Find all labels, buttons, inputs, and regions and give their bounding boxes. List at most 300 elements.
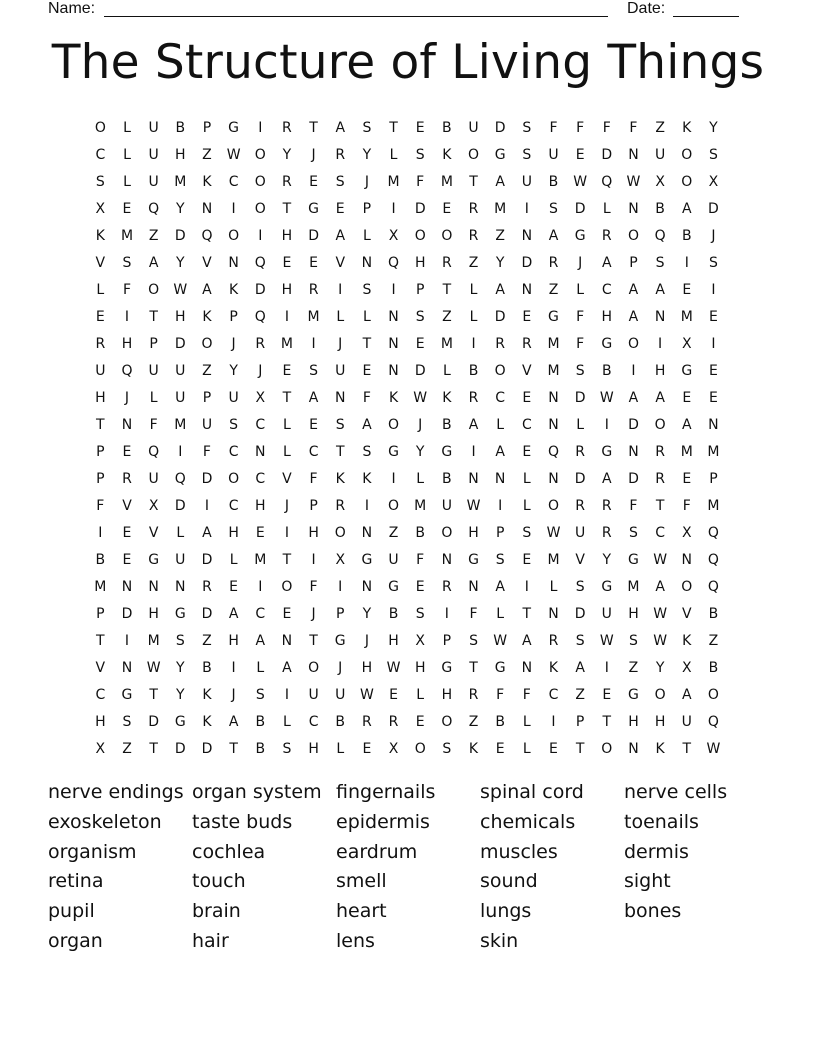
grid-letter[interactable]: Y <box>176 659 185 676</box>
grid-letter[interactable]: E <box>335 200 345 217</box>
grid-letter[interactable]: T <box>335 443 345 460</box>
grid-letter[interactable]: X <box>415 632 425 649</box>
grid-letter[interactable]: R <box>308 281 319 298</box>
grid-letter[interactable]: P <box>229 308 238 325</box>
grid-letter[interactable]: L <box>522 740 531 757</box>
grid-letter[interactable]: F <box>682 497 691 514</box>
grid-letter[interactable]: C <box>308 443 319 460</box>
grid-letter[interactable]: X <box>95 200 106 217</box>
grid-letter[interactable]: G <box>148 551 160 568</box>
grid-letter[interactable]: N <box>628 443 639 460</box>
grid-letter[interactable]: D <box>628 470 639 487</box>
grid-letter[interactable]: E <box>682 470 692 487</box>
grid-letter[interactable]: I <box>284 308 289 325</box>
grid-letter[interactable]: U <box>308 686 319 703</box>
grid-letter[interactable]: V <box>95 659 106 676</box>
grid-letter[interactable]: K <box>202 686 212 703</box>
grid-letter[interactable]: G <box>601 335 613 352</box>
grid-letter[interactable]: W <box>386 659 401 676</box>
grid-letter[interactable]: G <box>494 659 506 676</box>
grid-letter[interactable]: D <box>201 470 213 487</box>
grid-letter[interactable]: J <box>124 389 130 406</box>
grid-letter[interactable]: U <box>175 551 186 568</box>
grid-letter[interactable]: G <box>494 146 506 163</box>
grid-letter[interactable]: A <box>495 578 505 595</box>
grid-letter[interactable]: D <box>174 740 186 757</box>
grid-letter[interactable]: Y <box>176 686 185 703</box>
grid-letter[interactable]: N <box>121 416 133 433</box>
grid-letter[interactable]: N <box>628 146 639 163</box>
grid-letter[interactable]: W <box>146 659 161 676</box>
grid-letter[interactable]: E <box>309 254 318 271</box>
grid-letter[interactable]: O <box>334 524 346 541</box>
grid-letter[interactable]: L <box>176 524 185 541</box>
grid-letter[interactable]: N <box>148 578 159 595</box>
grid-letter[interactable]: E <box>522 443 532 460</box>
grid-letter[interactable]: M <box>440 173 453 190</box>
grid-letter[interactable]: E <box>229 578 239 595</box>
grid-letter[interactable]: R <box>441 578 452 595</box>
grid-letter[interactable]: K <box>202 173 212 190</box>
grid-letter[interactable]: T <box>575 740 585 757</box>
grid-letter[interactable]: I <box>711 335 716 352</box>
grid-letter[interactable]: R <box>548 254 559 271</box>
grid-letter[interactable]: L <box>522 497 531 514</box>
grid-letter[interactable]: L <box>149 389 158 406</box>
grid-letter[interactable]: L <box>283 713 291 730</box>
grid-letter[interactable]: L <box>362 227 371 244</box>
grid-letter[interactable]: S <box>442 740 452 757</box>
grid-letter[interactable]: E <box>309 416 318 433</box>
grid-letter[interactable]: K <box>335 470 345 487</box>
grid-letter[interactable]: W <box>653 632 668 649</box>
grid-letter[interactable]: S <box>335 173 345 190</box>
grid-letter[interactable]: T <box>389 119 398 136</box>
grid-letter[interactable]: I <box>284 686 289 703</box>
grid-letter[interactable]: X <box>388 740 399 757</box>
grid-letter[interactable]: C <box>495 389 506 406</box>
grid-letter[interactable]: U <box>148 362 159 379</box>
grid-letter[interactable]: N <box>521 281 533 298</box>
grid-letter[interactable]: H <box>228 632 239 649</box>
grid-letter[interactable]: M <box>627 578 640 595</box>
grid-letter[interactable]: I <box>684 254 689 271</box>
grid-letter[interactable]: R <box>202 578 212 595</box>
grid-letter[interactable]: S <box>362 443 372 460</box>
grid-letter[interactable]: E <box>495 740 505 757</box>
grid-letter[interactable]: N <box>468 470 479 487</box>
grid-letter[interactable]: Q <box>174 470 186 487</box>
grid-letter[interactable]: N <box>521 659 533 676</box>
grid-letter[interactable]: L <box>416 470 425 487</box>
grid-letter[interactable]: W <box>626 173 641 190</box>
grid-letter[interactable]: L <box>469 281 478 298</box>
grid-letter[interactable]: D <box>574 200 586 217</box>
grid-letter[interactable]: A <box>628 308 639 325</box>
grid-letter[interactable]: Y <box>415 443 425 460</box>
grid-letter[interactable]: J <box>578 254 583 271</box>
grid-letter[interactable]: J <box>231 686 236 703</box>
grid-letter[interactable]: B <box>442 416 452 433</box>
grid-letter[interactable]: H <box>281 227 293 244</box>
grid-letter[interactable]: W <box>493 632 508 649</box>
grid-letter[interactable]: E <box>309 173 318 190</box>
grid-letter[interactable]: I <box>471 443 476 460</box>
grid-letter[interactable]: G <box>388 443 399 460</box>
grid-letter[interactable]: O <box>254 200 266 217</box>
grid-letter[interactable]: Z <box>468 254 479 271</box>
grid-letter[interactable]: G <box>228 119 240 136</box>
grid-letter[interactable]: A <box>602 254 612 271</box>
grid-letter[interactable]: S <box>522 146 532 163</box>
grid-letter[interactable]: R <box>468 227 479 244</box>
grid-letter[interactable]: Q <box>201 227 213 244</box>
grid-letter[interactable]: L <box>442 362 451 379</box>
grid-letter[interactable]: S <box>362 119 372 136</box>
grid-letter[interactable]: C <box>255 605 266 622</box>
grid-letter[interactable]: A <box>575 659 585 676</box>
grid-letter[interactable]: U <box>175 362 186 379</box>
grid-letter[interactable]: S <box>335 416 345 433</box>
grid-letter[interactable]: S <box>575 632 585 649</box>
grid-letter[interactable]: L <box>336 308 345 325</box>
grid-letter[interactable]: S <box>415 605 425 622</box>
grid-letter[interactable]: E <box>389 686 398 703</box>
grid-letter[interactable]: A <box>308 389 319 406</box>
grid-letter[interactable]: A <box>495 173 505 190</box>
grid-letter[interactable]: I <box>311 335 316 352</box>
grid-letter[interactable]: B <box>202 659 212 676</box>
grid-letter[interactable]: Y <box>709 119 718 136</box>
grid-letter[interactable]: N <box>388 362 399 379</box>
grid-letter[interactable]: H <box>468 524 479 541</box>
grid-letter[interactable]: G <box>628 686 639 703</box>
grid-letter[interactable]: A <box>335 227 346 244</box>
grid-letter[interactable]: O <box>94 119 106 136</box>
grid-letter[interactable]: F <box>202 443 211 460</box>
grid-letter[interactable]: K <box>468 740 479 757</box>
grid-letter[interactable]: S <box>415 308 425 325</box>
grid-letter[interactable]: G <box>334 632 346 649</box>
grid-letter[interactable]: W <box>546 524 561 541</box>
grid-letter[interactable]: R <box>335 497 346 514</box>
grid-letter[interactable]: D <box>201 605 213 622</box>
grid-letter[interactable]: I <box>498 497 503 514</box>
grid-letter[interactable]: H <box>95 389 106 406</box>
grid-letter[interactable]: W <box>706 740 721 757</box>
grid-letter[interactable]: N <box>361 254 373 271</box>
grid-letter[interactable]: M <box>307 308 320 325</box>
grid-letter[interactable]: U <box>601 605 612 622</box>
grid-letter[interactable]: I <box>204 497 210 514</box>
grid-letter[interactable]: M <box>547 551 560 568</box>
date-field-line[interactable] <box>673 0 739 17</box>
grid-letter[interactable]: N <box>628 740 639 757</box>
grid-letter[interactable]: O <box>441 227 453 244</box>
grid-letter[interactable]: Y <box>602 551 612 568</box>
grid-letter[interactable]: E <box>282 254 292 271</box>
grid-letter[interactable]: T <box>309 119 318 136</box>
grid-letter[interactable]: N <box>388 308 399 325</box>
grid-letter[interactable]: Q <box>547 443 559 460</box>
grid-letter[interactable]: K <box>548 659 559 676</box>
grid-letter[interactable]: Z <box>575 686 585 703</box>
grid-letter[interactable]: I <box>658 335 663 352</box>
grid-letter[interactable]: O <box>547 497 559 514</box>
grid-letter[interactable]: Z <box>202 362 212 379</box>
grid-letter[interactable]: C <box>95 146 106 163</box>
grid-letter[interactable]: C <box>228 173 239 190</box>
grid-letter[interactable]: W <box>173 281 188 298</box>
grid-letter[interactable]: N <box>201 200 213 217</box>
grid-letter[interactable]: O <box>201 335 213 352</box>
grid-letter[interactable]: T <box>469 173 478 190</box>
grid-letter[interactable]: U <box>548 146 559 163</box>
grid-letter[interactable]: I <box>391 200 396 217</box>
grid-letter[interactable]: A <box>282 659 292 676</box>
grid-letter[interactable]: I <box>231 659 236 676</box>
grid-letter[interactable]: A <box>495 281 505 298</box>
grid-letter[interactable]: O <box>441 524 453 541</box>
grid-letter[interactable]: V <box>95 254 106 271</box>
grid-letter[interactable]: E <box>415 578 425 595</box>
grid-letter[interactable]: O <box>494 362 506 379</box>
grid-letter[interactable]: J <box>338 659 343 676</box>
grid-letter[interactable]: E <box>282 362 292 379</box>
grid-letter[interactable]: R <box>495 335 506 352</box>
grid-letter[interactable]: I <box>524 200 529 217</box>
grid-letter[interactable]: W <box>653 605 668 622</box>
grid-letter[interactable]: F <box>309 470 318 487</box>
grid-letter[interactable]: X <box>255 389 266 406</box>
grid-letter[interactable]: T <box>149 686 158 703</box>
grid-letter[interactable]: D <box>201 740 213 757</box>
grid-letter[interactable]: N <box>548 389 559 406</box>
grid-letter[interactable]: F <box>96 497 105 514</box>
grid-letter[interactable]: Q <box>707 524 719 541</box>
grid-letter[interactable]: O <box>308 659 320 676</box>
grid-letter[interactable]: R <box>601 227 612 244</box>
grid-letter[interactable]: K <box>229 281 239 298</box>
grid-letter[interactable]: W <box>413 389 428 406</box>
grid-letter[interactable]: R <box>468 686 479 703</box>
grid-letter[interactable]: E <box>602 686 612 703</box>
grid-letter[interactable]: B <box>335 713 346 730</box>
grid-letter[interactable]: J <box>311 605 316 622</box>
grid-letter[interactable]: A <box>628 281 639 298</box>
grid-letter[interactable]: I <box>284 524 289 541</box>
grid-letter[interactable]: S <box>575 578 585 595</box>
grid-letter[interactable]: D <box>201 551 213 568</box>
grid-letter[interactable]: K <box>442 389 452 406</box>
grid-letter[interactable]: R <box>575 497 585 514</box>
grid-letter[interactable]: P <box>202 119 212 136</box>
grid-letter[interactable]: B <box>388 605 399 622</box>
grid-letter[interactable]: M <box>680 443 693 460</box>
grid-letter[interactable]: T <box>442 281 452 298</box>
grid-letter[interactable]: L <box>336 740 345 757</box>
grid-letter[interactable]: J <box>711 227 716 244</box>
grid-letter[interactable]: K <box>682 632 692 649</box>
grid-letter[interactable]: H <box>308 524 319 541</box>
grid-letter[interactable]: S <box>95 173 105 190</box>
grid-letter[interactable]: G <box>441 443 453 460</box>
grid-letter[interactable]: Z <box>202 146 212 163</box>
grid-letter[interactable]: W <box>599 389 614 406</box>
grid-letter[interactable]: Y <box>229 362 238 379</box>
grid-letter[interactable]: D <box>174 497 186 514</box>
grid-letter[interactable]: I <box>551 713 556 730</box>
grid-letter[interactable]: N <box>441 551 453 568</box>
grid-letter[interactable]: T <box>602 713 612 730</box>
grid-letter[interactable]: W <box>466 497 481 514</box>
grid-letter[interactable]: A <box>628 389 639 406</box>
grid-letter[interactable]: N <box>388 335 399 352</box>
grid-letter[interactable]: I <box>258 578 263 595</box>
grid-letter[interactable]: G <box>601 578 613 595</box>
grid-letter[interactable]: P <box>96 443 105 460</box>
grid-letter[interactable]: Y <box>362 146 372 163</box>
grid-letter[interactable]: E <box>708 389 718 406</box>
grid-letter[interactable]: L <box>602 200 611 217</box>
grid-letter[interactable]: H <box>281 281 293 298</box>
grid-letter[interactable]: A <box>228 713 239 730</box>
grid-letter[interactable]: R <box>362 713 372 730</box>
grid-letter[interactable]: Y <box>176 254 185 271</box>
grid-letter[interactable]: V <box>148 524 159 541</box>
grid-letter[interactable]: B <box>468 362 479 379</box>
grid-letter[interactable]: E <box>549 740 558 757</box>
grid-letter[interactable]: N <box>548 416 559 433</box>
grid-letter[interactable]: A <box>602 470 612 487</box>
grid-letter[interactable]: J <box>231 335 236 352</box>
grid-letter[interactable]: A <box>148 254 159 271</box>
grid-letter[interactable]: E <box>522 308 532 325</box>
grid-letter[interactable]: B <box>442 470 452 487</box>
grid-letter[interactable]: L <box>522 470 531 487</box>
grid-letter[interactable]: V <box>282 470 292 487</box>
grid-letter[interactable]: N <box>548 470 559 487</box>
grid-letter[interactable]: D <box>254 281 266 298</box>
grid-letter[interactable]: B <box>708 659 719 676</box>
grid-letter[interactable]: A <box>202 524 212 541</box>
grid-letter[interactable]: H <box>95 713 106 730</box>
grid-letter[interactable]: J <box>338 335 343 352</box>
grid-letter[interactable]: H <box>308 740 319 757</box>
grid-letter[interactable]: I <box>391 281 396 298</box>
grid-letter[interactable]: S <box>309 362 319 379</box>
grid-letter[interactable]: Q <box>707 551 719 568</box>
grid-letter[interactable]: K <box>682 119 692 136</box>
grid-letter[interactable]: O <box>228 227 240 244</box>
grid-letter[interactable]: N <box>121 578 133 595</box>
grid-letter[interactable]: P <box>442 632 452 649</box>
grid-letter[interactable]: E <box>708 362 718 379</box>
grid-letter[interactable]: E <box>122 443 132 460</box>
grid-letter[interactable]: P <box>709 470 718 487</box>
grid-letter[interactable]: U <box>148 173 159 190</box>
grid-letter[interactable]: A <box>548 227 559 244</box>
grid-letter[interactable]: K <box>442 146 452 163</box>
grid-letter[interactable]: E <box>522 389 532 406</box>
grid-letter[interactable]: J <box>311 146 316 163</box>
grid-letter[interactable]: P <box>96 470 105 487</box>
grid-letter[interactable]: O <box>281 578 293 595</box>
grid-letter[interactable]: E <box>682 389 692 406</box>
grid-letter[interactable]: K <box>362 470 372 487</box>
grid-letter[interactable]: H <box>148 605 159 622</box>
grid-letter[interactable]: L <box>256 659 265 676</box>
grid-letter[interactable]: B <box>415 524 425 541</box>
grid-letter[interactable]: G <box>468 551 479 568</box>
grid-letter[interactable]: W <box>599 632 614 649</box>
grid-letter[interactable]: A <box>522 632 532 649</box>
grid-letter[interactable]: N <box>334 389 346 406</box>
grid-letter[interactable]: F <box>416 551 425 568</box>
grid-letter[interactable]: I <box>311 551 316 568</box>
grid-letter[interactable]: A <box>681 200 692 217</box>
grid-letter[interactable]: V <box>575 551 585 568</box>
grid-letter[interactable]: S <box>255 686 265 703</box>
grid-letter[interactable]: H <box>441 686 453 703</box>
grid-letter[interactable]: E <box>255 524 265 541</box>
grid-letter[interactable]: X <box>335 551 346 568</box>
grid-letter[interactable]: F <box>576 335 585 352</box>
grid-letter[interactable]: W <box>573 173 588 190</box>
grid-letter[interactable]: P <box>415 281 425 298</box>
grid-letter[interactable]: E <box>122 200 132 217</box>
grid-letter[interactable]: Q <box>654 227 666 244</box>
grid-letter[interactable]: S <box>122 254 132 271</box>
grid-letter[interactable]: Z <box>495 227 505 244</box>
grid-letter[interactable]: N <box>521 227 533 244</box>
grid-letter[interactable]: F <box>576 308 585 325</box>
grid-letter[interactable]: S <box>495 551 505 568</box>
grid-letter[interactable]: X <box>681 524 692 541</box>
grid-letter[interactable]: H <box>654 362 666 379</box>
grid-letter[interactable]: R <box>521 335 532 352</box>
name-field-line[interactable] <box>104 0 608 17</box>
grid-letter[interactable]: N <box>548 605 559 622</box>
grid-letter[interactable]: U <box>95 362 106 379</box>
grid-letter[interactable]: R <box>601 524 612 541</box>
grid-letter[interactable]: N <box>121 659 133 676</box>
grid-letter[interactable]: O <box>254 173 266 190</box>
grid-letter[interactable]: Q <box>707 578 719 595</box>
grid-letter[interactable]: U <box>335 686 346 703</box>
grid-letter[interactable]: N <box>361 524 373 541</box>
grid-letter[interactable]: T <box>149 740 158 757</box>
grid-letter[interactable]: E <box>362 740 372 757</box>
grid-letter[interactable]: P <box>149 335 158 352</box>
grid-letter[interactable]: R <box>655 443 665 460</box>
grid-letter[interactable]: R <box>122 470 132 487</box>
grid-letter[interactable]: E <box>442 200 452 217</box>
grid-letter[interactable]: R <box>282 173 292 190</box>
grid-letter[interactable]: I <box>258 119 263 136</box>
grid-letter[interactable]: A <box>655 281 665 298</box>
grid-letter[interactable]: Q <box>148 443 160 460</box>
grid-letter[interactable]: A <box>362 416 372 433</box>
grid-letter[interactable]: G <box>441 659 453 676</box>
grid-letter[interactable]: O <box>627 227 639 244</box>
grid-letter[interactable]: D <box>521 254 533 271</box>
grid-letter[interactable]: Q <box>148 200 160 217</box>
grid-letter[interactable]: L <box>283 443 291 460</box>
grid-letter[interactable]: D <box>628 416 639 433</box>
grid-letter[interactable]: S <box>122 713 132 730</box>
grid-letter[interactable]: E <box>415 335 425 352</box>
